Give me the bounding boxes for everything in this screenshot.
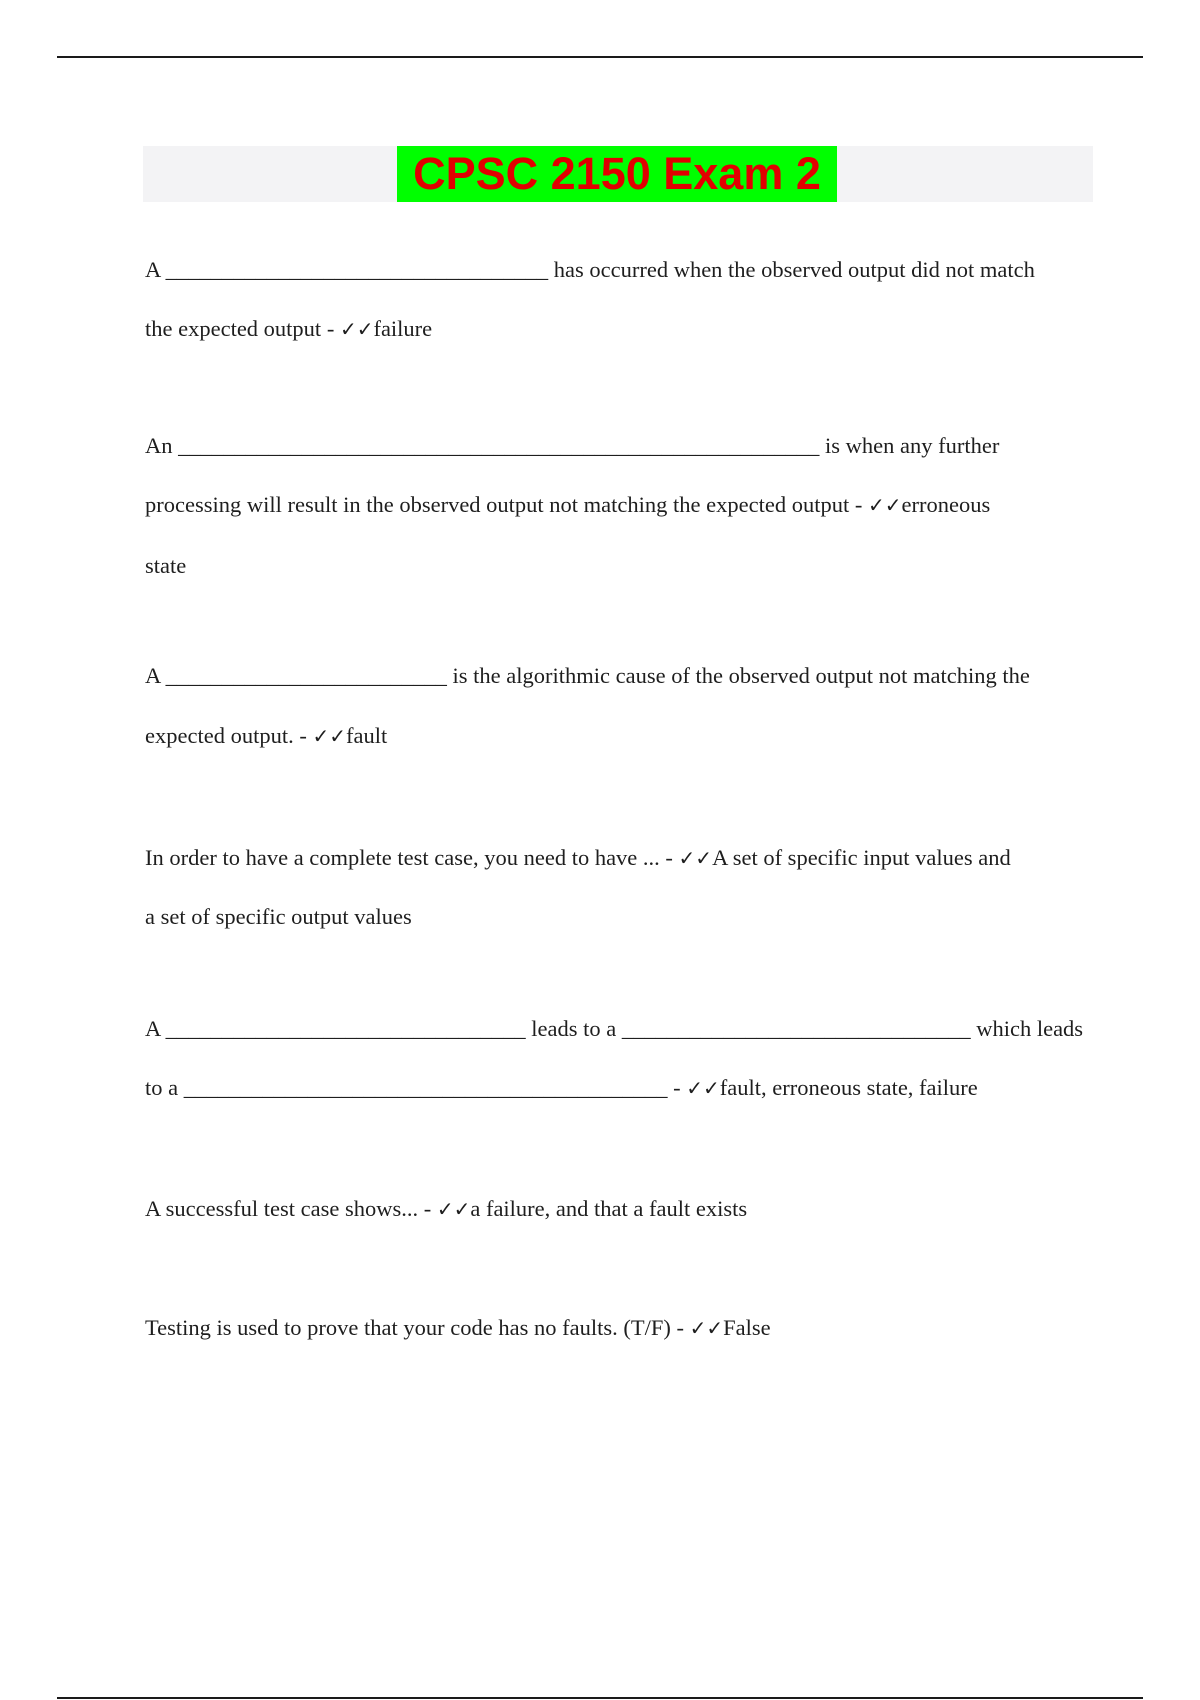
card-2-question-line-2 <box>145 494 990 517</box>
card-2-answer-line-2: state <box>145 553 187 578</box>
card-3-question-text: expected output. - <box>145 723 313 748</box>
footer-rule <box>57 1697 1143 1699</box>
card-5-question-line-1: A ________________________________ leads to a _______________________________ which leads <box>145 1016 1084 1041</box>
card-3-answer: fault <box>345 723 388 748</box>
check-mark-icon: ✓✓ <box>436 1197 471 1221</box>
card-6-question-line-1 <box>145 1198 747 1221</box>
card-1-question-line-1: A __________________________________ has occurred when the observed output did not match <box>145 257 1035 282</box>
card-7-question-line-1 <box>145 1317 771 1340</box>
document-title: CPSC 2150 Exam 2 <box>397 146 837 202</box>
card-3-question-line-2 <box>145 725 387 748</box>
check-mark-icon: ✓✓ <box>339 317 374 341</box>
card-4-question-text: In order to have a complete test case, you need to have ... - <box>145 845 679 870</box>
card-7-answer: False <box>723 1315 771 1340</box>
check-mark-icon: ✓✓ <box>867 493 902 517</box>
card-5-question-text: to a ___________________________________________ - <box>145 1075 687 1100</box>
header-rule <box>57 56 1143 58</box>
card-4-answer: A set of specific input values and <box>712 845 1011 870</box>
card-6-answer: a failure, and that a fault exists <box>470 1196 748 1221</box>
check-mark-icon: ✓✓ <box>312 724 346 748</box>
card-4-answer-line-2: a set of specific output values <box>145 904 412 929</box>
card-2-question-line-1: An _________________________________________________________ is when any further <box>145 433 1000 458</box>
card-4-question-line-1 <box>145 847 1011 870</box>
card-5-answer: fault, erroneous state, failure <box>719 1075 978 1100</box>
card-5-question-line-2 <box>145 1077 978 1100</box>
card-2-question-text: processing will result in the observed output not matching the expected output - <box>145 492 868 517</box>
card-1-answer: failure <box>373 316 433 341</box>
card-1-question-text: the expected output - <box>145 316 340 341</box>
card-7-question-text: Testing is used to prove that your code has no faults. (T/F) - <box>145 1315 690 1340</box>
check-mark-icon: ✓✓ <box>689 1316 724 1340</box>
check-mark-icon: ✓✓ <box>678 846 713 870</box>
card-3-question-line-1: A _________________________ is the algorithmic cause of the observed output not matching the <box>145 663 1030 688</box>
card-2-answer: erroneous <box>901 492 991 517</box>
check-mark-icon: ✓✓ <box>686 1076 720 1100</box>
card-1-question-line-2 <box>145 318 432 341</box>
card-6-question-text: A successful test case shows... - <box>145 1196 437 1221</box>
